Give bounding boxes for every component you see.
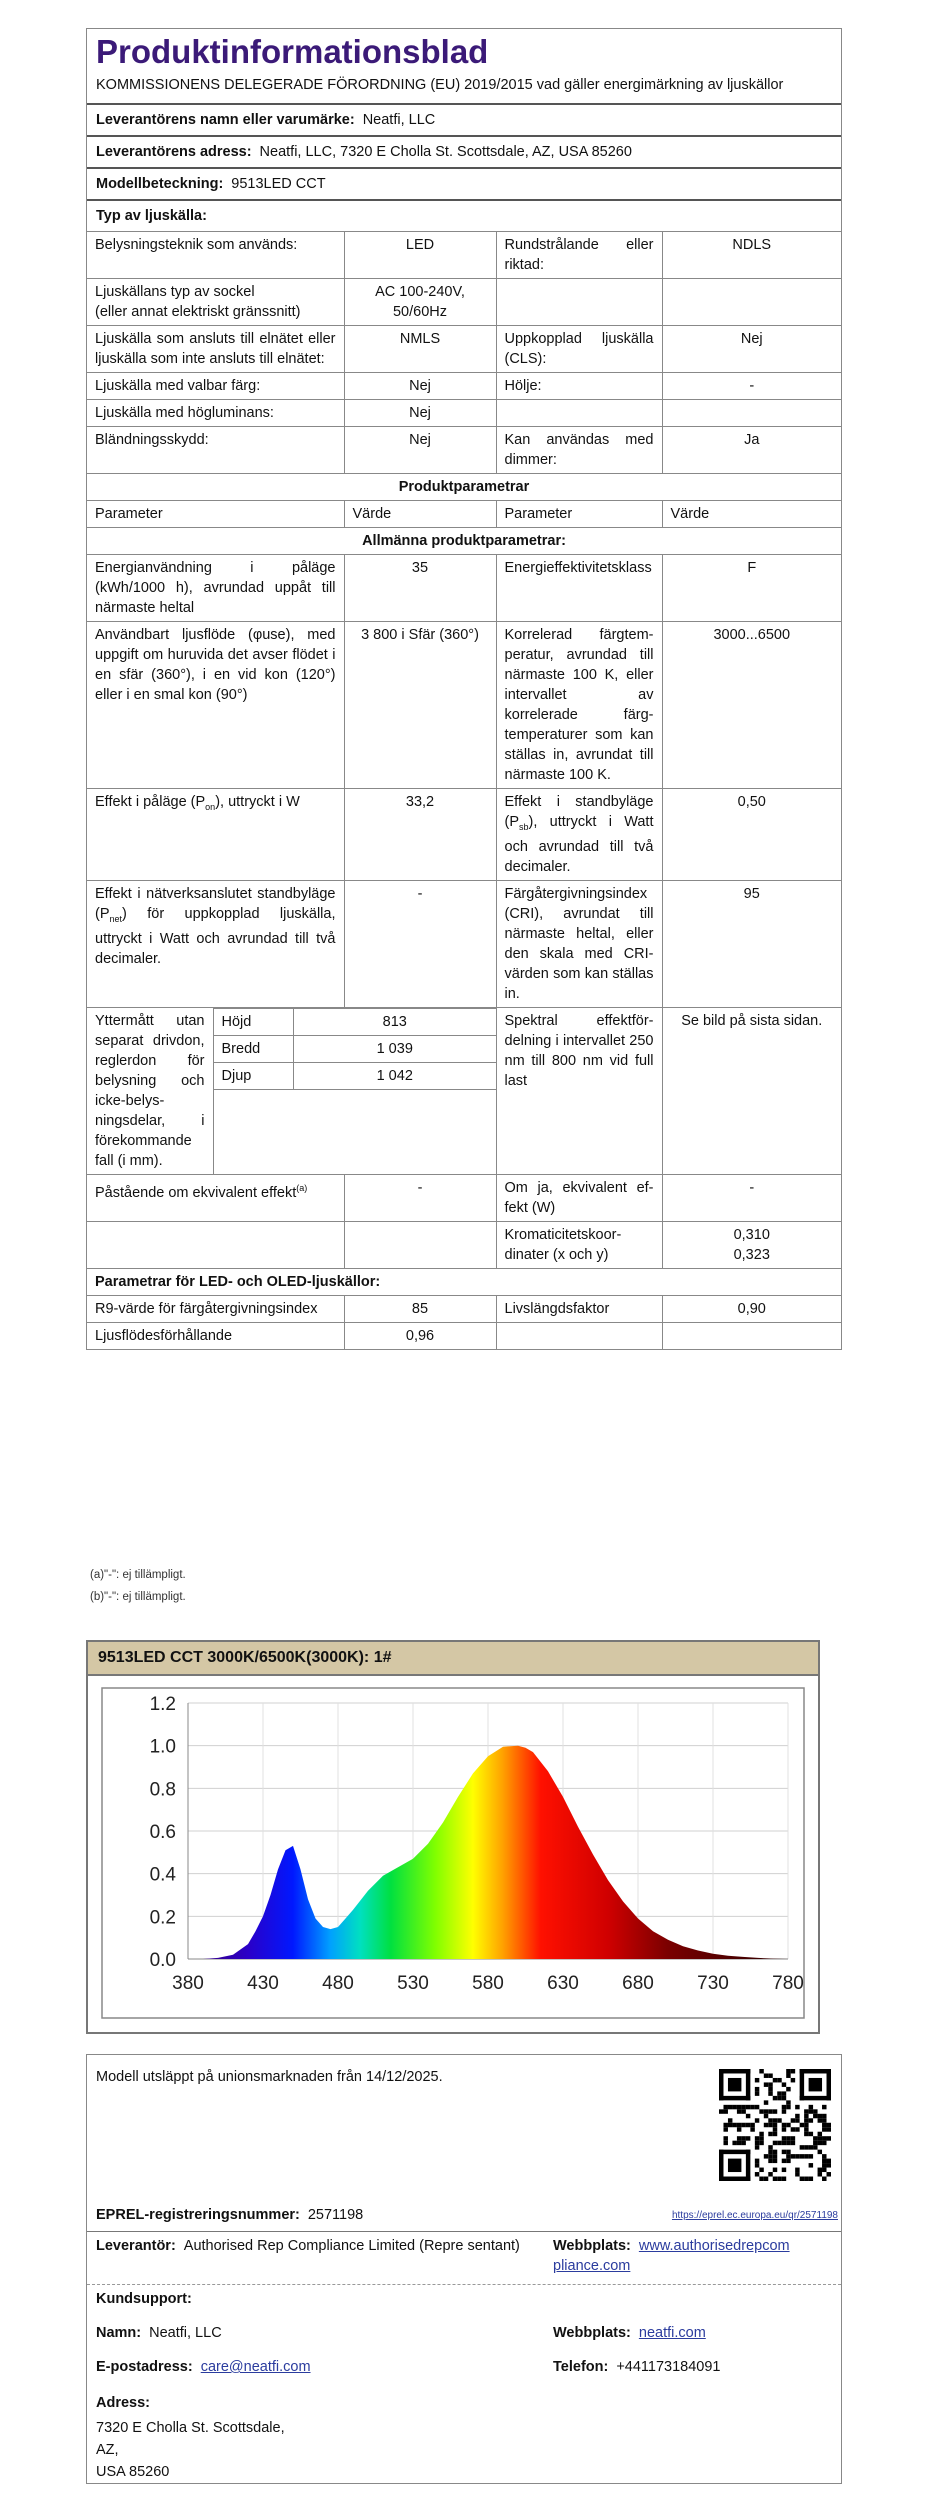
spectral-value: Se bild på sista sidan.: [662, 1007, 841, 1174]
type-label: Ljuskälla med högluminans:: [87, 400, 344, 427]
type-value: LED: [344, 232, 496, 279]
y-tick-label: 0.0: [149, 1950, 176, 1971]
y-tick-label: 0.2: [149, 1907, 176, 1929]
col-value-2: Värde: [662, 501, 841, 528]
dimension-row: [214, 1062, 496, 1089]
param-label-2: Korrelerad färgtemperatur, avrundad till närmaste 100 K, eller intervallet av korrelerade färgtemperaturer som kan ställas in, avrundat till närmaste 100 K.: [496, 622, 662, 789]
led-param-value: 85: [344, 1295, 496, 1322]
table-row: [87, 400, 841, 427]
dimension-value: 1 039: [294, 1035, 496, 1062]
footnotes: [86, 1564, 186, 1608]
table-row: [87, 789, 841, 881]
spectral-label: Spektral effektfördelning i intervallet 250 nm till 800 nm vid full last: [496, 1007, 662, 1174]
type-label-2: [496, 279, 662, 326]
chroma-value: 0,310 0,323: [662, 1221, 841, 1268]
chart-title: 9513LED CCT 3000K/6500K(3000K): 1#: [88, 1642, 818, 1676]
table-row: [87, 555, 841, 622]
table-row: [87, 427, 841, 474]
dimension-name: Djup: [214, 1062, 294, 1089]
support-address: 7320 E Cholla St. Scottsdale, AZ, USA 85260: [96, 2420, 285, 2480]
col-value: Värde: [344, 501, 496, 528]
col-parameter-2: Parameter: [496, 501, 662, 528]
dimension-value: 813: [294, 1008, 496, 1035]
type-label: Belysningsteknik som används:: [87, 232, 344, 279]
type-value: AC 100-240V, 50/60Hz: [344, 279, 496, 326]
type-label-2: Kan användas med dimmer:: [496, 427, 662, 474]
x-tick-label: 580: [472, 1973, 504, 1994]
param-label-2: Effekt i standbyläge $(P_{sb})$, uttryckt i Watt och avrundad till två decimaler.: [496, 789, 662, 881]
y-tick-label: 0.4: [149, 1864, 176, 1886]
footnote-a: (a)"-": ej tillämpligt.: [90, 1569, 186, 1581]
x-tick-label: 480: [322, 1973, 354, 1994]
type-value: Nej: [344, 427, 496, 474]
type-label: Ljuskälla som ansluts till elnätet eller ljuskälla som inte ansluts till elnätet:: [87, 326, 344, 373]
dimension-name: Bredd: [214, 1035, 294, 1062]
support-phone: +441173184091: [616, 2359, 721, 2375]
led-param-label-2: [496, 1322, 662, 1349]
equiv-value: -: [344, 1174, 496, 1221]
x-tick-label: 380: [172, 1973, 204, 1994]
eprel-reg-number: 2571198: [307, 2207, 364, 2223]
supplier-address-row: [87, 135, 841, 167]
param-value-2: 3000...6500: [662, 622, 841, 789]
led-param-value-2: [662, 1322, 841, 1349]
param-value: 3 800 i Sfär (360°): [344, 622, 496, 789]
param-value: 35: [344, 555, 496, 622]
param-value-2: F: [662, 555, 841, 622]
support-name-row: Namn: Neatfi, LLC: [96, 2325, 222, 2341]
type-value: Nej: [344, 400, 496, 427]
equiv-power-value: -: [662, 1174, 841, 1221]
x-tick-label: 430: [247, 1973, 279, 1994]
support-heading: Kundsupport:: [96, 2291, 192, 2307]
equiv-label: Påstående om ekvivalent effekt$^{(a)}$: [87, 1174, 344, 1221]
type-label: Ljuskällans typ av sockel (eller annat elektriskt gränssnitt): [87, 279, 344, 326]
type-label-2: Hölje:: [496, 373, 662, 400]
led-param-value: 0,96: [344, 1322, 496, 1349]
param-label: Effekt i påläge $(P_{on})$, uttryckt i W: [87, 789, 344, 881]
dimensions-label: Yttermått utan separat drivdon, reglerdon för belysning och icke-belysningsdelar, i förekommande fall (i mm).: [87, 1008, 213, 1174]
table-row: [87, 1322, 841, 1349]
table-row: [87, 326, 841, 373]
y-tick-label: 1.2: [149, 1694, 176, 1715]
led-param-label: Ljusflödesförhållande: [87, 1322, 344, 1349]
param-label: Effekt i nätverksanslutet standbyläge $(P_{net})$ för uppkopplad ljuskälla, uttryckt i Watt och avrundad till två decimaler.: [87, 880, 344, 1007]
dimensions-cell: [87, 1007, 496, 1174]
support-phone-row: Telefon: +441173184091: [553, 2359, 721, 2375]
x-tick-label: 730: [697, 1973, 729, 1994]
support-address-label: Adress:: [96, 2395, 150, 2411]
type-value-2: [662, 400, 841, 427]
param-label: Energianvändning i påläge (kWh/1000 h), avrundad uppåt till närmaste heltal: [87, 555, 344, 622]
support-email-link[interactable]: care@neatfi.com: [200, 2359, 311, 2375]
params-heading: Produktparametrar: [87, 474, 841, 501]
type-value-2: NDLS: [662, 232, 841, 279]
rep-web-row: Webbplats: www.authorisedrepcom pliance.com: [553, 2238, 790, 2274]
y-tick-label: 0.8: [149, 1779, 176, 1801]
led-param-value-2: 0,90: [662, 1295, 841, 1322]
supplier-name-label: Leverantörens namn eller varumärke:: [96, 112, 355, 128]
supplier-name-row: [87, 103, 841, 135]
led-params-heading: Parametrar för LED- och OLED-ljuskällor:: [87, 1268, 841, 1295]
dimension-row: [214, 1008, 496, 1035]
table-row: [87, 373, 841, 400]
footnote-b: (b)"-": ej tillämpligt.: [90, 1591, 186, 1603]
table-row: [87, 232, 841, 279]
x-tick-label: 530: [397, 1973, 429, 1994]
product-info-sheet: [86, 28, 842, 1350]
model-row: [87, 167, 841, 199]
type-label-2: [496, 400, 662, 427]
spectrum-plot: [88, 1678, 818, 2032]
params-table: [87, 473, 841, 1349]
spectrum-chart: [86, 1640, 820, 2034]
dimension-name: Höjd: [214, 1008, 294, 1035]
col-parameter: Parameter: [87, 501, 344, 528]
type-value: Nej: [344, 373, 496, 400]
type-value-2: Ja: [662, 427, 841, 474]
dimension-value: 1 042: [294, 1062, 496, 1089]
table-row: [87, 1295, 841, 1322]
eprel-reg-row: EPREL-registreringsnummer: 2571198: [96, 2207, 364, 2223]
eprel-url-link[interactable]: https://eprel.ec.europa.eu/qr/2571198: [671, 2210, 838, 2221]
table-row: [87, 622, 841, 789]
supplier-address: Neatfi, LLC, 7320 E Cholla St. Scottsdale, AZ, USA 85260: [259, 144, 632, 160]
rep-web-link[interactable]: www.authorisedrepcom pliance.com: [553, 2238, 790, 2274]
led-param-label: R9-värde för färgåtergivningsindex: [87, 1295, 344, 1322]
support-email-row: E-postadress: care@neatfi.com: [96, 2359, 311, 2375]
qr-code-icon: [719, 2069, 831, 2181]
type-heading: Typ av ljuskälla:: [87, 199, 841, 231]
general-params-heading: Allmänna produktparametrar:: [87, 528, 841, 555]
chroma-label: Kromaticitetskoordinater (x och y): [496, 1221, 662, 1268]
type-value-2: -: [662, 373, 841, 400]
rep-supplier: Authorised Rep Compliance Limited (Repre sentant): [183, 2238, 520, 2254]
type-label-2: Rundstrålande eller riktad:: [496, 232, 662, 279]
y-tick-label: 0.6: [149, 1822, 176, 1843]
table-row: [87, 880, 841, 1007]
rep-supplier-row: Leverantör: Authorised Rep Compliance Limited (Repre sentant): [96, 2238, 520, 2254]
supplier-name: Neatfi, LLC: [362, 112, 436, 128]
regulation-subtitle: KOMMISSIONENS DELEGERADE FÖRORDNING (EU) 2019/2015 vad gäller energimärkning av ljuskällor: [96, 77, 784, 93]
type-value-2: [662, 279, 841, 326]
type-value-2: Nej: [662, 326, 841, 373]
support-name: Neatfi, LLC: [149, 2325, 222, 2341]
param-value-2: 0,50: [662, 789, 841, 881]
x-tick-label: 780: [772, 1973, 804, 1994]
page-title: Produktinformationsblad: [96, 33, 489, 70]
type-value: NMLS: [344, 326, 496, 373]
param-value-2: 95: [662, 880, 841, 1007]
table-row: [87, 279, 841, 326]
dimension-row: [214, 1035, 496, 1062]
market-placement-text: Modell utsläppt på unionsmarknaden från 14/12/2025.: [96, 2069, 443, 2085]
y-tick-label: 1.0: [149, 1736, 176, 1758]
type-table: [87, 231, 841, 473]
support-web-row: Webbplats: neatfi.com: [553, 2325, 706, 2341]
param-value: -: [344, 880, 496, 1007]
param-label: Användbart ljusflöde (φuse), med uppgift om huruvida det avser flödet i en sfär (360°), i en vid kon (120°) eller i en smal kon (90°): [87, 622, 344, 789]
param-label-2: Färgåtergivningsindex (CRI), avrundat till närmaste heltal, eller den skala med CRI-värden som kan ställas in.: [496, 880, 662, 1007]
model-label: Modellbeteckning:: [96, 176, 224, 192]
type-label: Ljuskälla med valbar färg:: [87, 373, 344, 400]
x-tick-label: 680: [622, 1973, 654, 1994]
x-tick-label: 630: [547, 1973, 579, 1994]
equiv-power-label: Om ja, ekvivalent effekt (W): [496, 1174, 662, 1221]
param-label-2: Energieffektivitetsklass: [496, 555, 662, 622]
led-param-label-2: Livslängdsfaktor: [496, 1295, 662, 1322]
eprel-block: [86, 2054, 842, 2484]
type-label: Bländningsskydd:: [87, 427, 344, 474]
model-id: 9513LED CCT: [231, 176, 326, 192]
param-value: 33,2: [344, 789, 496, 881]
supplier-address-label: Leverantörens adress:: [96, 144, 252, 160]
type-label-2: Uppkopplad ljuskälla (CLS):: [496, 326, 662, 373]
support-web-link[interactable]: neatfi.com: [638, 2325, 706, 2341]
